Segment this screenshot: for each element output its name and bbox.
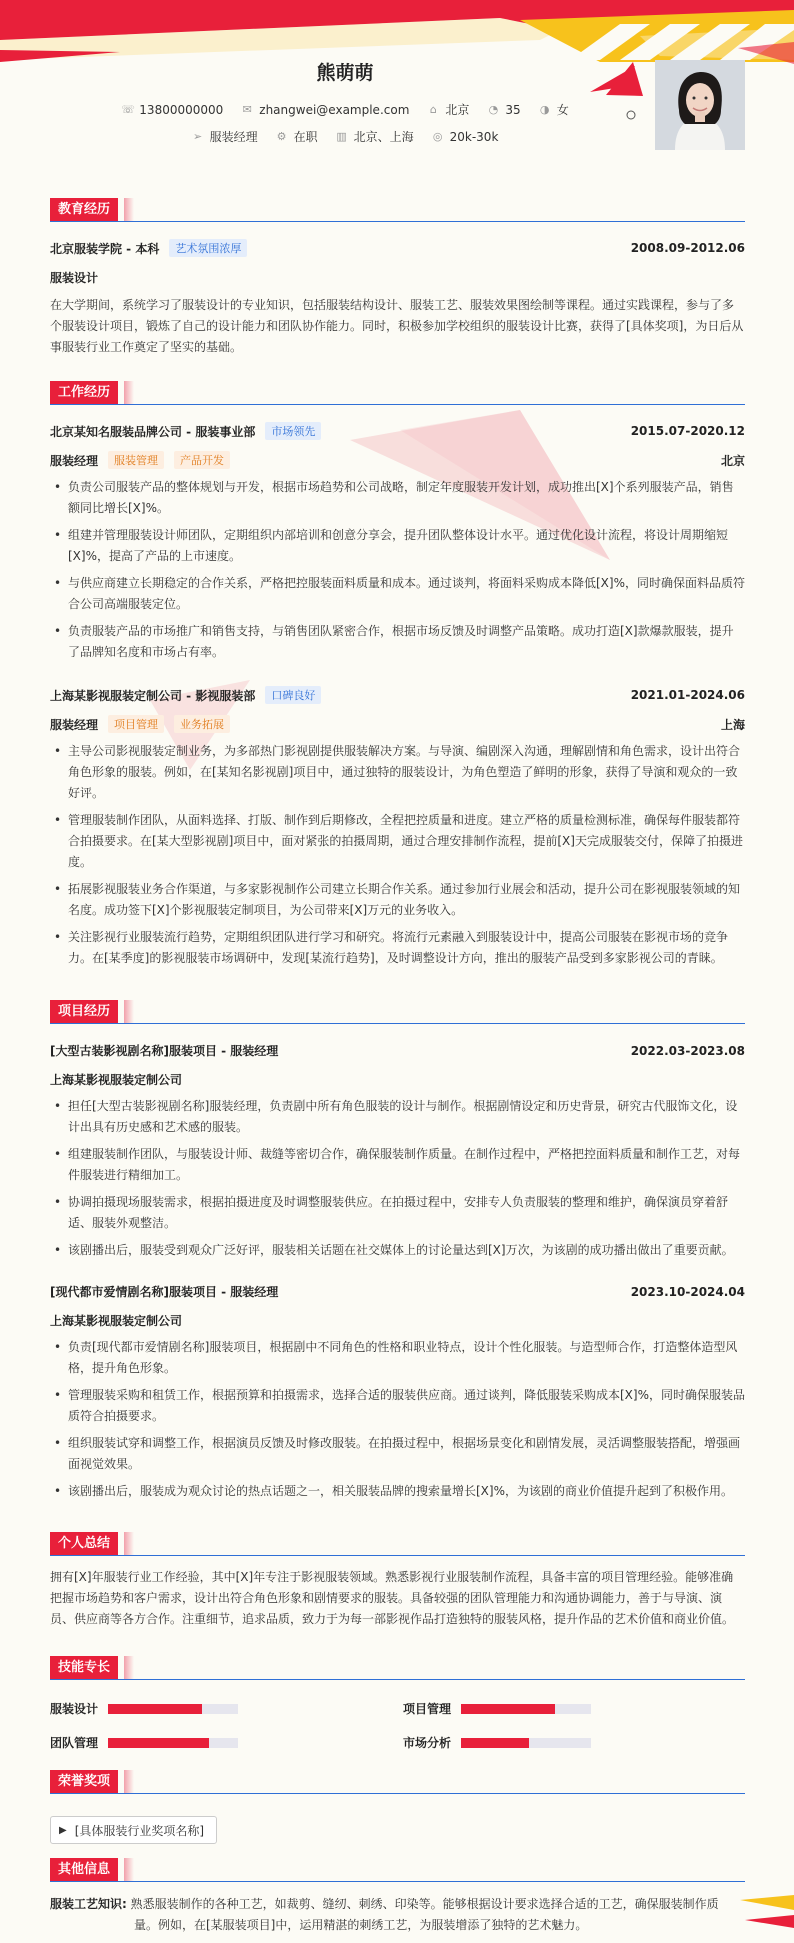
work-2-role: 服装经理	[50, 717, 99, 732]
target-job-value: 服装经理	[209, 130, 258, 144]
section-title-tail	[124, 198, 134, 221]
work-1-date: 2015.07-2020.12	[630, 424, 745, 438]
other-info-text-1: 熟悉服装制作的各种工艺，如裁剪、缝纫、刺绣、印染等。能够根据设计要求选择合适的工艺，确保服装制作质	[130, 1897, 719, 1911]
job-intent-row	[0, 128, 690, 145]
list-item: • 组建并管理服装设计师团队，定期组织内部培训和创意分享会，提升团队整体设计水平。通过优化设计流程，将设计周期缩短[X]%，提高了产品的上市速度。	[50, 525, 745, 567]
school-name: 北京服装学院 - 本科	[50, 241, 160, 256]
email-value: zhangwei@example.com	[259, 102, 410, 117]
list-item: • 该剧播出后，服装受到观众广泛好评，服装相关话题在社交媒体上的讨论量达到[X]万次，为该剧的成功播出做出了重要贡献。	[50, 1240, 745, 1261]
work-2-company: 上海某影视服装定制公司 - 影视服装部	[50, 688, 256, 703]
skill-name: 项目管理	[403, 1702, 452, 1716]
building-icon: ▥	[336, 130, 347, 143]
other-info	[50, 1894, 750, 1936]
summary-section-header	[50, 1532, 745, 1556]
project-1-header	[50, 1042, 745, 1059]
section-title-tail	[124, 1656, 134, 1679]
other-info-line-1	[50, 1894, 750, 1915]
education-title: 教育经历	[50, 198, 118, 221]
project-2-header	[50, 1283, 745, 1300]
work-2-tag: 口碑良好	[265, 686, 321, 704]
work-2-header	[50, 686, 745, 704]
education-row	[50, 239, 745, 257]
project-1-title: [大型古装影视剧名称]服装项目 - 服装经理	[50, 1044, 279, 1058]
age-icon: ◔	[488, 103, 499, 116]
skill-item	[403, 1700, 591, 1717]
phone-value: 13800000000	[139, 102, 224, 117]
other-title: 其他信息	[50, 1858, 118, 1881]
contact-row	[0, 101, 690, 118]
work-1-role-row	[50, 451, 745, 469]
skill-item	[50, 1700, 238, 1717]
skill-name: 服装设计	[50, 1702, 99, 1716]
list-item: • 担任[大型古装影视剧名称]服装经理，负责剧中所有角色服装的设计与制作。根据剧情设定和历史背景，研究古代服饰文化，设计出具有历史感和艺术感的服装。	[50, 1096, 745, 1138]
gender-info	[539, 101, 569, 118]
skill-name: 团队管理	[50, 1736, 99, 1750]
work-1-role-tag-1: 服装管理	[108, 451, 164, 469]
other-info-label: 服装工艺知识:	[50, 1897, 127, 1911]
candidate-name: 熊萌萌	[316, 62, 374, 84]
work-section-header	[50, 381, 745, 405]
education-major: 服装设计	[50, 271, 99, 285]
honors-section-header	[50, 1770, 745, 1794]
list-item: • 管理服装采购和租赁工作，根据预算和拍摄需求，选择合适的服装供应商。通过谈判，降低服装采购成本[X]%，同时确保服装品质符合拍摄要求。	[50, 1385, 745, 1427]
gender-value: 女	[556, 103, 569, 117]
education-date: 2008.09-2012.06	[630, 241, 745, 255]
skill-bar-fill	[461, 1704, 555, 1714]
other-section-header	[50, 1858, 745, 1882]
target-city-value: 北京、上海	[353, 130, 414, 144]
work-1-role-tag-2: 产品开发	[174, 451, 230, 469]
other-info-text-2: 量。例如，在[某服装项目]中，运用精湛的刺绣工艺，为服装增添了独特的艺术魅力。	[134, 1918, 588, 1932]
age-value: 35	[505, 102, 521, 117]
skill-bar	[461, 1738, 591, 1748]
skill-item	[403, 1734, 591, 1751]
salary-info	[432, 128, 499, 145]
list-item: • 负责[现代都市爱情剧名称]服装项目，根据剧中不同角色的性格和职业特点，设计个性化服装。与造型师合作，打造整体造型风格，提升角色形象。	[50, 1337, 745, 1379]
status-info	[276, 128, 318, 145]
paper-plane-icon: ➢	[192, 130, 203, 143]
work-2-bullets	[50, 741, 745, 975]
status-value: 在职	[293, 130, 318, 144]
email-info	[241, 101, 409, 118]
education-description: 在大学期间，系统学习了服装设计的专业知识，包括服装结构设计、服装工艺、服装效果图绘制等课程。通过实践课程，参与了多个服装设计项目，锻炼了自己的设计能力和团队协作能力。同时，积极参加学校组织的服装设计比赛，获得了[具体奖项]，为日后从事服装行业工作奠定了坚实的基础。	[50, 298, 744, 354]
skill-bar-fill	[108, 1704, 202, 1714]
project-2-company: 上海某影视服装定制公司	[50, 1314, 183, 1328]
resume-header	[0, 0, 794, 190]
age-info	[487, 101, 520, 118]
work-2-date: 2021.01-2024.06	[630, 688, 745, 702]
honors-title: 荣誉奖项	[50, 1770, 118, 1793]
section-title-tail	[124, 1770, 134, 1793]
skill-bar	[108, 1704, 238, 1714]
work-1-role: 服装经理	[50, 453, 99, 468]
work-1-bullets	[50, 477, 745, 669]
list-item: • 拓展影视服装业务合作渠道，与多家影视制作公司建立长期合作关系。通过参加行业展会和活动，提升公司在影视服装领域的知名度。成功签下[X]个影视服装定制项目，为公司带来[X]万元的业务收入。	[50, 879, 745, 921]
target-job-info	[192, 128, 258, 145]
work-2-role-tag-1: 项目管理	[108, 715, 164, 733]
skill-bar-fill	[461, 1738, 529, 1748]
skill-bar-fill	[108, 1738, 209, 1748]
summary-text: 拥有[X]年服装行业工作经验，其中[X]年专注于影视服装领域。熟悉影视行业服装制作流程，具备丰富的项目管理经验。能够准确把握市场趋势和客户需求，设计出符合角色形象和剧情要求的服装。具备较强的团队管理能力和沟通协调能力，善于与导演、演员、供应商等各方合作。注重细节，追求品质，致力于为每一部影视作品打造独特的服装风格，提升作品的艺术价值和商业价值。	[50, 1570, 735, 1626]
play-triangle-icon: ▶	[59, 1824, 67, 1836]
work-title: 工作经历	[50, 381, 118, 404]
list-item: • 与供应商建立长期稳定的合作关系，严格把控服装面料质量和成本。通过谈判，将面料采购成本降低[X]%，同时确保面料品质符合公司高端服装定位。	[50, 573, 745, 615]
skill-item	[50, 1734, 238, 1751]
work-2-role-row	[50, 715, 745, 733]
list-item: • 关注影视行业服装流行趋势，定期组织团队进行学习和研究。将流行元素融入到服装设计中，提高公司服装在影视市场的竞争力。在[某季度]的影视服装市场调研中，发现[某流行趋势]，及时调整设计方向，推出的服装产品受到多家影视公司的青睐。	[50, 927, 745, 969]
section-title-tail	[124, 381, 134, 404]
work-1-tag: 市场领先	[265, 422, 321, 440]
status-icon: ⚙	[276, 130, 287, 143]
project-1-date: 2022.03-2023.08	[630, 1043, 745, 1058]
list-item: • 组建服装制作团队，与服装设计师、裁缝等密切合作，确保服装制作质量。在制作过程中，严格把控面料质量和制作工艺，对每件服装进行精细加工。	[50, 1144, 745, 1186]
school-tag: 艺术氛围浓厚	[169, 239, 247, 257]
work-1-company: 北京某知名服装品牌公司 - 服装事业部	[50, 424, 256, 439]
coin-icon: ◎	[432, 130, 443, 143]
skill-bar	[108, 1738, 238, 1748]
project-1-company-row	[50, 1071, 745, 1088]
section-title-tail	[124, 1858, 134, 1881]
list-item: • 负责服装产品的市场推广和销售支持，与销售团队紧密合作，根据市场反馈及时调整产品策略。成功打造[X]款爆款服装，提升了品牌知名度和市场占有率。	[50, 621, 745, 663]
work-1-header	[50, 422, 745, 440]
projects-title: 项目经历	[50, 1000, 118, 1023]
avatar	[655, 60, 745, 150]
email-icon: ✉	[242, 103, 252, 116]
project-1-bullets	[50, 1096, 745, 1267]
section-title-tail	[124, 1000, 134, 1023]
education-major-row	[50, 269, 745, 286]
section-title-tail	[124, 1532, 134, 1555]
salary-value: 20k-30k	[449, 129, 499, 144]
target-city-info	[336, 128, 414, 145]
work-2-role-tag-2: 业务拓展	[174, 715, 230, 733]
list-item: • 协调拍摄现场服装需求，根据拍摄进度及时调整服装供应。在拍摄过程中，安排专人负责服装的整理和维护，确保演员穿着舒适、服装外观整洁。	[50, 1192, 745, 1234]
list-item: • 负责公司服装产品的整体规划与开发，根据市场趋势和公司战略，制定年度服装开发计划，成功推出[X]个系列服装产品，销售额同比增长[X]%。	[50, 477, 745, 519]
gender-icon: ◑	[539, 103, 550, 116]
project-2-date: 2023.10-2024.04	[630, 1284, 745, 1299]
projects-section-header	[50, 1000, 745, 1024]
location-value: 北京	[445, 103, 470, 117]
skills-section-header	[50, 1656, 745, 1680]
project-2-title: [现代都市爱情剧名称]服装项目 - 服装经理	[50, 1285, 279, 1299]
skill-name: 市场分析	[403, 1736, 452, 1750]
other-info-line-2	[50, 1915, 750, 1936]
phone-info	[121, 101, 223, 118]
award-item[interactable]	[50, 1816, 217, 1844]
award-name: [具体服装行业奖项名称]	[74, 1823, 205, 1838]
list-item: • 该剧播出后，服装成为观众讨论的热点话题之一，相关服装品牌的搜索量增长[X]%，为该剧的商业价值提升起到了积极作用。	[50, 1481, 745, 1502]
work-1-city: 北京	[720, 453, 745, 468]
project-1-company: 上海某影视服装定制公司	[50, 1073, 183, 1087]
project-2-company-row	[50, 1312, 745, 1329]
project-2-bullets	[50, 1337, 745, 1508]
skills-title: 技能专长	[50, 1656, 118, 1679]
location-info	[427, 101, 469, 118]
list-item: • 管理服装制作团队，从面料选择、打版、制作到后期修改，全程把控质量和进度。建立严格的质量检测标准，确保每件服装都符合拍摄要求。在[某大型影视剧]项目中，面对紧张的拍摄周期，通过合理安排制作流程，提前[X]天完成服装交付，保障了拍摄进度。	[50, 810, 745, 873]
home-icon: ⌂	[429, 103, 437, 116]
summary-title: 个人总结	[50, 1532, 118, 1555]
list-item: • 组织服装试穿和调整工作，根据演员反馈及时修改服装。在拍摄过程中，根据场景变化和剧情发展，灵活调整服装搭配，增强画面视觉效果。	[50, 1433, 745, 1475]
phone-icon: ☏	[121, 103, 136, 116]
skill-bar	[461, 1704, 591, 1714]
list-item: • 主导公司影视服装定制业务，为多部热门影视剧提供服装解决方案。与导演、编剧深入沟通，理解剧情和角色需求，设计出符合角色形象的服装。例如，在[某知名影视剧]项目中，通过独特的服装设计，为角色塑造了鲜明的形象，获得了导演和观众的一致好评。	[50, 741, 745, 804]
education-section-header	[50, 198, 745, 222]
work-2-city: 上海	[720, 717, 745, 732]
